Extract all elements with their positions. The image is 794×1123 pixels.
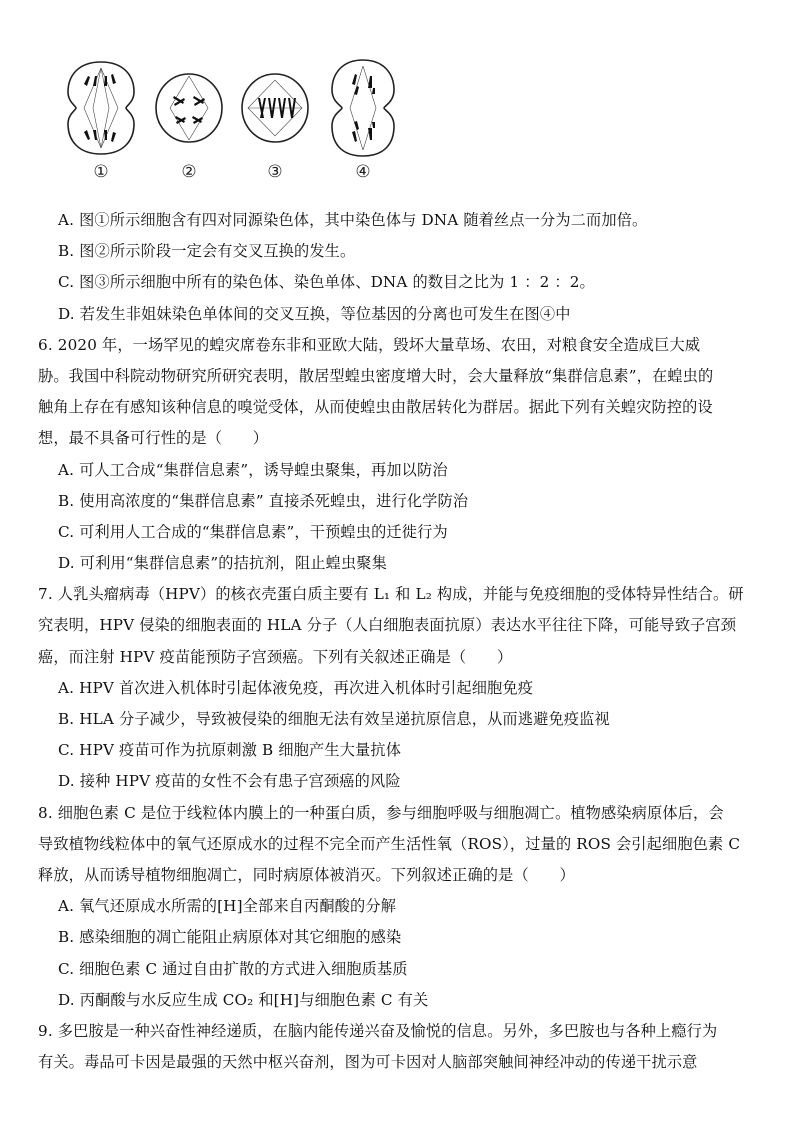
answer-option-line: D. 可利用“集群信息素”的拮抗剂，阻止蝗虫聚集 xyxy=(58,554,387,573)
question-stem-line: 释放，从而诱导植物细胞凋亡，同时病原体被消灭。下列叙述正确的是（ ） xyxy=(38,865,575,884)
question-stem-line: 7. 人乳头瘤病毒（HPV）的核衣壳蛋白质主要有 L₁ 和 L₂ 构成，并能与免疫细胞的受体特异性结合。研 xyxy=(38,585,744,604)
answer-option-line: C. HPV 疫苗可作为抗原刺激 B 细胞产生大量抗体 xyxy=(58,741,402,760)
answer-option-line: D. 丙酮酸与水反应生成 CO₂ 和[H]与细胞色素 C 有关 xyxy=(58,990,429,1009)
cell-diagram-4 xyxy=(326,58,400,158)
figure-label-4: ④ xyxy=(355,162,371,182)
figure-label-1: ① xyxy=(93,162,109,182)
question-stem-line: 想，最不具备可行性的是（ ） xyxy=(38,429,269,448)
cell-figure-2 xyxy=(152,58,226,182)
question-stem-line: 胁。我国中科院动物研究所研究表明，散居型蝗虫密度增大时，会大量释放“集群信息素”，在蝗虫的 xyxy=(38,366,714,385)
answer-option-line: A. 图①所示细胞含有四对同源染色体，其中染色体与 DNA 随着丝点一分为二而加倍。 xyxy=(58,211,648,229)
question-text-body xyxy=(38,205,758,1078)
cell-diagram-3 xyxy=(238,58,312,158)
question-stem-line: 有关。毒品可卡因是最强的天然中枢兴奋剂，图为可卡因对人脑部突触间神经冲动的传递干扰示意 xyxy=(38,1053,698,1072)
question-stem-line: 究表明，HPV 侵染的细胞表面的 HLA 分子（人白细胞表面抗原）表达水平往往下降，可能导致子宫颈 xyxy=(38,616,737,635)
answer-option-line: B. 图②所示阶段一定会有交叉互换的发生。 xyxy=(58,242,356,261)
question-stem-line: 触角上存在有感知该种信息的嗅觉受体，从而使蝗虫由散居转化为群居。据此下列有关蝗灾防控的设 xyxy=(38,398,713,417)
cell-diagram-1 xyxy=(64,58,138,158)
answer-option-line: A. HPV 首次进入机体时引起体液免疫，再次进入机体时引起细胞免疫 xyxy=(58,678,534,697)
answer-option-line: A. 氧气还原成水所需的[H]全部来自丙酮酸的分解 xyxy=(58,897,397,916)
question-stem-line: 8. 细胞色素 C 是位于线粒体内膜上的一种蛋白质，参与细胞呼吸与细胞凋亡。植物感染病原体后，会 xyxy=(38,803,724,822)
answer-option-line: C. 图③所示细胞中所有的染色体、染色单体、DNA 的数目之比为 1 ：2 ：2。 xyxy=(58,273,595,292)
answer-option-line: D. 若发生非姐妹染色单体间的交叉互换，等位基因的分离也可发生在图④中 xyxy=(58,304,571,323)
figure-label-2: ② xyxy=(181,162,197,182)
question-stem-line: 9. 多巴胺是一种兴奋性神经递质，在脑内能传递兴奋及愉悦的信息。另外，多巴胺也与各种上瘾行为 xyxy=(38,1021,718,1040)
answer-option-line: A. 可人工合成“集群信息素”，诱导蝗虫聚集，再加以防治 xyxy=(58,460,448,479)
answer-option-line: B. 使用高浓度的“集群信息素” 直接杀死蝗虫，进行化学防治 xyxy=(58,491,469,510)
question-stem-line: 癌，而注射 HPV 疫苗能预防子宫颈癌。下列有关叙述正确是（ ） xyxy=(38,647,513,666)
cell-division-figures xyxy=(60,58,420,188)
answer-option-line: C. 可利用人工合成的“集群信息素”，干预蝗虫的迁徙行为 xyxy=(58,522,448,541)
cell-figure-3 xyxy=(238,58,312,182)
cell-diagram-2 xyxy=(152,58,226,158)
question-stem-line: 导致植物线粒体中的氧气还原成水的过程不完全而产生活性氧（ROS），过量的 ROS 会引起细胞色素 C xyxy=(38,834,741,853)
question-stem-line: 6. 2020 年，一场罕见的蝗灾席卷东非和亚欧大陆，毁坏大量草场、农田，对粮食安全造成巨大威 xyxy=(38,335,701,354)
answer-option-line: B. 感染细胞的凋亡能阻止病原体对其它细胞的感染 xyxy=(58,928,402,947)
answer-option-line: C. 细胞色素 C 通过自由扩散的方式进入细胞质基质 xyxy=(58,959,408,978)
cell-figure-4 xyxy=(326,58,400,182)
answer-option-line: B. HLA 分子减少，导致被侵染的细胞无法有效呈递抗原信息，从而逃避免疫监视 xyxy=(58,710,610,728)
answer-option-line: D. 接种 HPV 疫苗的女性不会有患子宫颈癌的风险 xyxy=(58,772,401,791)
figure-label-3: ③ xyxy=(267,162,283,182)
cell-figure-1 xyxy=(64,58,138,182)
